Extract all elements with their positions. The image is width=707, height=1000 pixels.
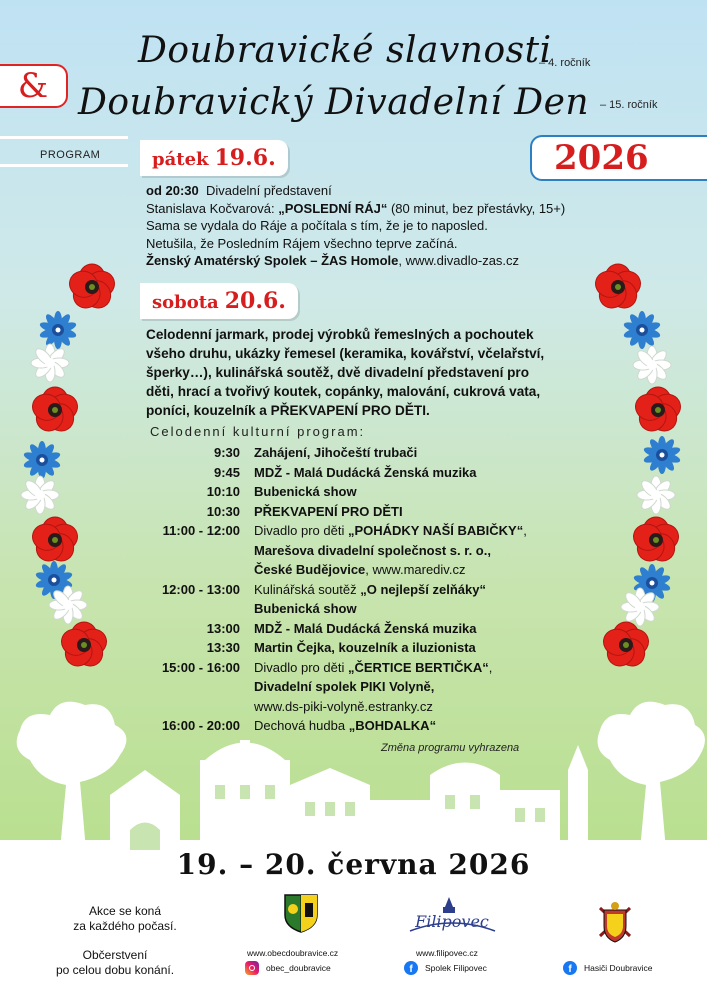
refreshments-note: Občerstvení po celou dobu konání. [55, 948, 175, 977]
schedule-row: 10:10 Bubenická show [206, 484, 357, 499]
filipovec-logo [405, 893, 500, 941]
filipovec-website[interactable]: www.filipovec.cz [416, 948, 478, 958]
schedule-row: Marešova divadelní společnost s. r. o., [254, 542, 491, 558]
friday-program: od 20:30 Divadelní představení Stanislava Kočvarová: „POSLEDNÍ RÁJ“ (80 minut, bez přestávky, 15+) Sama se vydala do Ráje a počítala s tím, že je to naposled. Netušila, že Posledním Rájem všechno teprve začíná. Ženský Amatérský Spolek – ŽAS Homole, www.divadlo-zas.cz [146, 183, 566, 268]
schedule-row: 13:00 MDŽ - Malá Dudácká Ženská muzika [206, 620, 477, 636]
program-label: PROGRAM [40, 149, 101, 161]
poppy-icon [600, 622, 652, 671]
facebook-filipovec[interactable]: Spolek Filipovec [425, 963, 487, 973]
friday-tag: pátek 19.6. [140, 140, 288, 176]
saturday-tag: sobota 20.6. [140, 283, 298, 319]
facebook-icon[interactable]: f [404, 961, 418, 975]
instagram-icon[interactable] [245, 961, 259, 975]
schedule-row: 16:00 - 20:00 Dechová hudba „BOHDALKA“ [161, 718, 437, 733]
schedule-row: 12:00 - 13:00 Kulinářská soutěž „O nejlepší zelňáky“ [161, 581, 486, 597]
fire-brigade-emblem-icon [596, 900, 634, 944]
svg-text:Filipovec: Filipovec [415, 912, 489, 931]
schedule-row: České Budějovice, www.marediv.cz [254, 562, 466, 577]
facebook-icon[interactable]: f [563, 961, 577, 975]
cornflower-icon [39, 311, 78, 349]
schedule-row: 9:45 MDŽ - Malá Dudácká Ženská muzika [213, 464, 477, 480]
cornflower-icon [23, 441, 62, 479]
program-heading: Celodenní kulturní program: [150, 424, 366, 439]
program-change-note: Změna programu vyhrazena [381, 742, 520, 754]
daisy-icon [21, 476, 59, 514]
event-dates: 19. – 20. června 2026 [176, 848, 531, 881]
cornflower-icon [643, 436, 682, 474]
title-line-1-suffix: – 4. ročník [539, 57, 591, 69]
town-silhouette [0, 690, 707, 850]
obec-website[interactable]: www.obecdoubravice.cz [247, 948, 339, 958]
year-badge: 2026 [530, 135, 707, 181]
schedule-row: 11:00 - 12:00 Divadlo pro děti „POHÁDKY NAŠÍ BABIČKY“, [162, 523, 527, 538]
daisy-icon [633, 346, 671, 384]
title-line-2: Doubravický Divadelní Den [78, 82, 590, 123]
saturday-description: Celodenní jarmark, prodej výrobků řemeslných a pochoutek všeho druhu, ukázky řemesel (keramika, kovářství, včelařství, šperky…), kulinářská soutěž, dvě divadelní představení pro děti, hrací a tvořivý koutek, copánky, malování, cukrová vata, poníci, kouzelník a PŘEKVAPENÍ PRO DĚTI. [146, 327, 545, 418]
daisy-icon [621, 588, 659, 626]
title-line-2-suffix: – 15. ročník [600, 99, 658, 111]
schedule-row: 13:30 Martin Čejka, kouzelník a iluzionista [206, 640, 476, 655]
poppy-icon [58, 622, 110, 671]
poppy-icon [592, 264, 644, 313]
poppy-icon [29, 387, 81, 436]
flower-wreath-left [10, 255, 120, 685]
ampersand-badge: & [0, 64, 68, 108]
daisy-icon [637, 476, 675, 514]
flower-wreath-right [590, 255, 700, 685]
schedule-row: www.ds-piki-volyně.estranky.cz [254, 698, 433, 714]
daisy-icon [49, 586, 87, 624]
schedule-row: 10:30 PŘEKVAPENÍ PRO DĚTI [206, 503, 403, 519]
weather-note: Akce se koná za každého počasí. [73, 904, 177, 933]
poppy-icon [66, 264, 118, 313]
poppy-icon [632, 387, 684, 436]
poppy-icon [630, 517, 682, 566]
schedule-row: 9:30 Zahájení, Jihočeští trubači [213, 445, 418, 460]
instagram-handle[interactable]: obec_doubravice [266, 963, 331, 973]
coat-of-arms-icon [283, 893, 319, 933]
poppy-icon [29, 517, 81, 566]
schedule-row: Bubenická show [254, 601, 357, 616]
facebook-hasici[interactable]: Hasiči Doubravice [584, 963, 653, 973]
title-line-1: Doubravické slavnosti [138, 30, 552, 71]
cornflower-icon [623, 311, 662, 349]
schedule-row: Divadelní spolek PIKI Volyně, [254, 679, 435, 694]
schedule-row: 15:00 - 16:00 Divadlo pro děti „ČERTICE BERTIČKA“, [161, 659, 493, 675]
daisy-icon [31, 344, 69, 382]
